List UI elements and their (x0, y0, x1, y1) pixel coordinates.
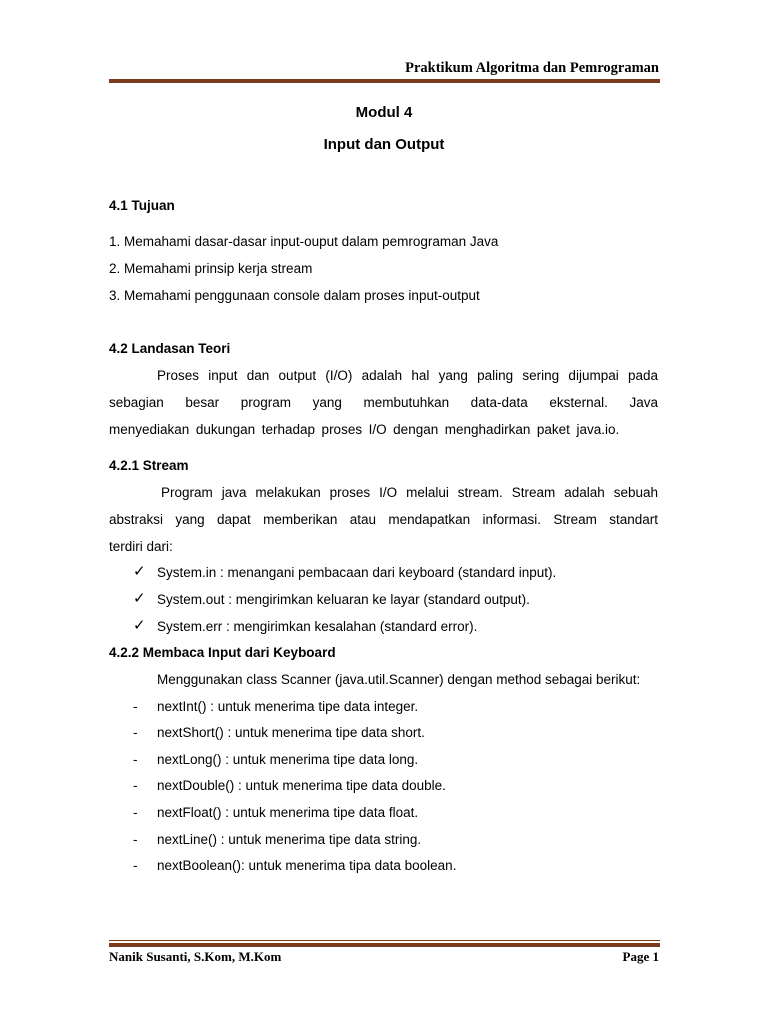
section-heading-landasan: 4.2 Landasan Teori (109, 341, 231, 356)
page-header-title: Praktikum Algoritma dan Pemrograman (405, 60, 659, 76)
dash-bullet: - (133, 752, 138, 767)
dash-bullet: - (133, 832, 138, 847)
list-item: nextLong() : untuk menerima tipe data long. (157, 752, 419, 767)
paragraph-line: Menggunakan class Scanner (java.util.Scanner) dengan method sebagai berikut: (157, 672, 641, 687)
list-item: nextInt() : untuk menerima tipe data integer. (157, 699, 419, 714)
paragraph-line: terdiri dari: (109, 539, 173, 554)
paragraph-line: Program java melakukan proses I/O melalui stream. Stream adalah sebuah (161, 485, 658, 500)
page-number: Page 1 (622, 949, 659, 964)
dash-bullet: - (133, 858, 138, 873)
paragraph-line: Proses input dan output (I/O) adalah hal yang paling sering dijumpai pada (157, 368, 658, 383)
list-item: nextShort() : untuk menerima tipe data short. (157, 725, 425, 740)
footer-author: Nanik Susanti, S.Kom, M.Kom (109, 949, 282, 964)
paragraph-line: menyediakan dukungan terhadap proses I/O dengan menghadirkan paket java.io. (109, 422, 620, 437)
section-heading-stream: 4.2.1 Stream (109, 458, 189, 473)
dash-bullet: - (133, 725, 138, 740)
paragraph-line: sebagian besar program yang membutuhkan data-data eksternal. Java (109, 395, 658, 410)
list-item: nextBoolean(): untuk menerima tipa data boolean. (157, 858, 457, 873)
dash-bullet: - (133, 778, 138, 793)
list-item: nextFloat() : untuk menerima tipe data float. (157, 805, 419, 820)
module-number: Modul 4 (355, 104, 413, 121)
list-item: nextDouble() : untuk menerima tipe data double. (157, 778, 446, 793)
checkmark-icon: ✓ (133, 590, 146, 607)
checkmark-icon: ✓ (133, 617, 146, 634)
list-item: System.in : menangani pembacaan dari keyboard (standard input). (157, 565, 557, 580)
paragraph-line: abstraksi yang dapat memberikan atau mendapatkan informasi. Stream standart (109, 512, 658, 527)
header-rule (109, 79, 660, 83)
module-topic: Input dan Output (323, 136, 445, 153)
footer-rule-thin (109, 940, 660, 941)
list-item: nextLine() : untuk menerima tipe data string. (157, 832, 422, 847)
list-item: 1. Memahami dasar-dasar input-ouput dalam pemrograman Java (109, 234, 499, 249)
list-item: 3. Memahami penggunaan console dalam proses input-output (109, 288, 480, 303)
list-item: 2. Memahami prinsip kerja stream (109, 261, 313, 276)
footer-rule (109, 943, 660, 947)
section-heading-keyboard: 4.2.2 Membaca Input dari Keyboard (109, 645, 336, 660)
dash-bullet: - (133, 805, 138, 820)
list-item: System.err : mengirimkan kesalahan (standard error). (157, 619, 478, 634)
list-item: System.out : mengirimkan keluaran ke layar (standard output). (157, 592, 530, 607)
dash-bullet: - (133, 699, 138, 714)
section-heading-tujuan: 4.1 Tujuan (109, 198, 175, 213)
checkmark-icon: ✓ (133, 563, 146, 580)
